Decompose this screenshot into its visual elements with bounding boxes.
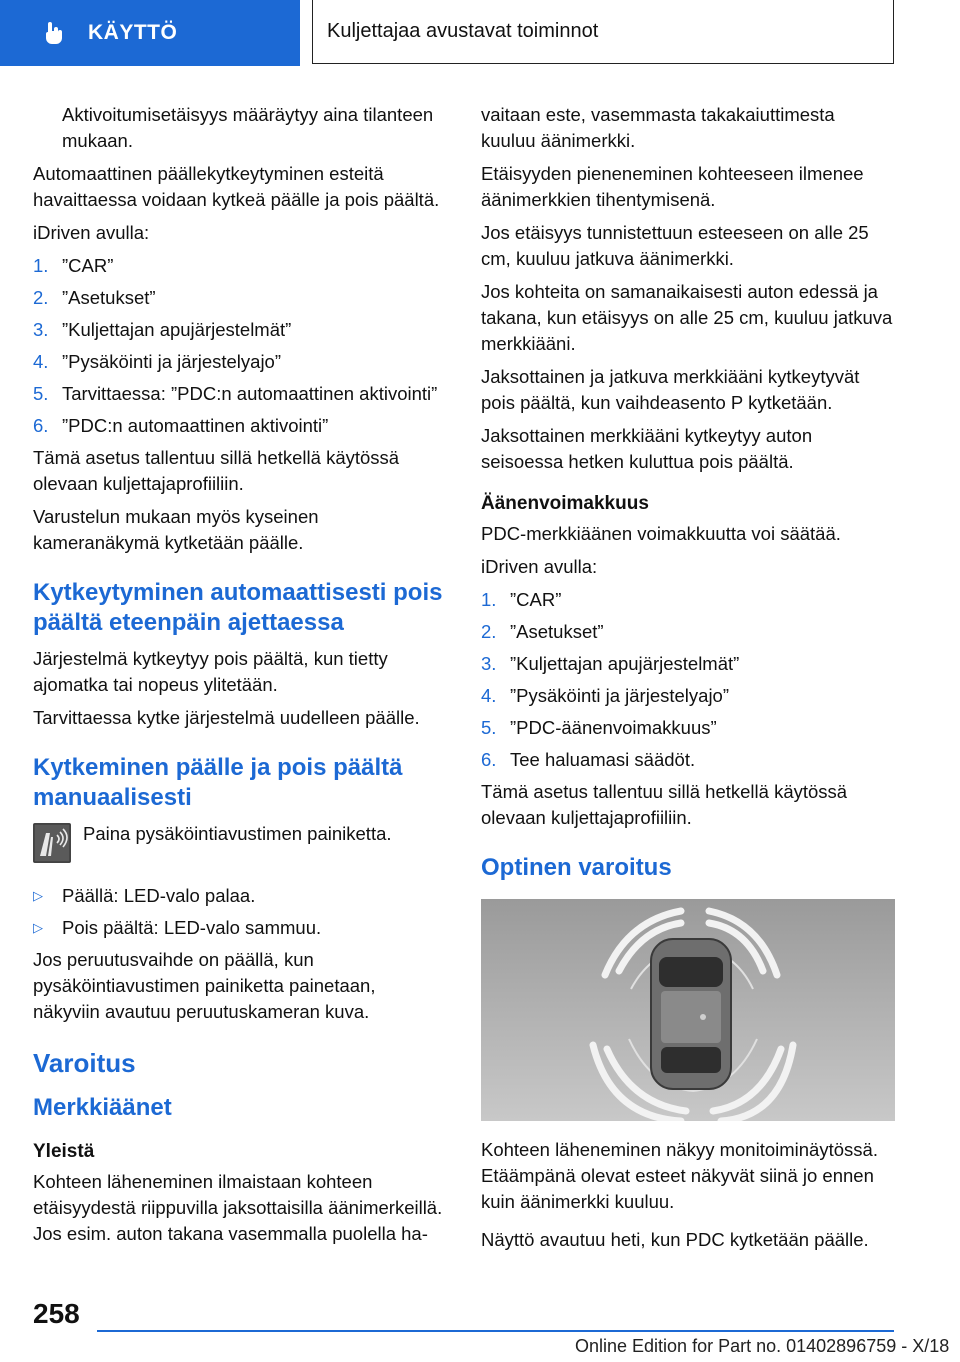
paragraph: PDC-merkkiäänen voimakkuutta voi säätää. <box>481 523 841 544</box>
list-item <box>33 349 445 375</box>
paragraph: Järjestelmä kytkeytyy pois päältä, kun tietty ajomatka tai nopeus ylitetään. <box>33 648 388 695</box>
heading-auto-off: Kytkeytyminen automaattisesti pois päältä eteenpäin ajettaessa <box>33 579 443 636</box>
list-item <box>481 619 893 645</box>
heading-warning: Varoitus <box>33 1048 136 1078</box>
step-number: 1. <box>33 255 49 276</box>
step-text: ”Asetukset” <box>62 287 156 308</box>
step-number: 2. <box>33 287 49 308</box>
edition-info: Online Edition for Part no. 01402896759 - X/18 <box>575 1336 950 1356</box>
car-top-view-illustration <box>481 899 895 1121</box>
list-item <box>33 413 445 439</box>
intro-text: Aktivoitumisetäisyys määräytyy aina tilanteen mukaan. <box>62 104 434 151</box>
heading-signals: Merkkiäänet <box>33 1094 172 1121</box>
step-list <box>481 587 893 773</box>
right-column <box>481 102 893 1260</box>
list-item <box>481 747 893 773</box>
left-column <box>33 102 445 1254</box>
list-item <box>33 915 445 941</box>
parking-sensor-button-icon <box>33 823 71 863</box>
page-number: 258 <box>33 1298 80 1329</box>
bullet-list <box>33 883 445 941</box>
list-item <box>481 683 893 709</box>
paragraph: Automaattinen päällekytkeytyminen esteitä havaittaessa voidaan kytkeä päälle ja pois päältä. <box>33 163 440 210</box>
paragraph: Jaksottainen ja jatkuva merkkiääni kytkeytyvät pois päältä, kun vaihdeasento P kytketään. <box>481 366 860 413</box>
step-list <box>33 253 445 439</box>
paragraph: Varustelun mukaan myös kyseinen kameranäkymä kytketään päälle. <box>33 506 319 553</box>
heading-general: Yleistä <box>33 1141 95 1162</box>
heading-optical: Optinen varoitus <box>481 854 672 881</box>
step-text: ”CAR” <box>510 589 562 610</box>
step-text: Tee haluamasi säädöt. <box>510 749 696 770</box>
step-number: 5. <box>481 717 497 738</box>
button-text: Paina pysäköintiavustimen painiketta. <box>83 823 392 844</box>
page-header <box>0 0 960 66</box>
paragraph: iDriven avulla: <box>33 222 150 243</box>
paragraph: Tämä asetus tallentuu sillä hetkellä käytössä olevaan kuljettajaprofiiliin. <box>481 781 848 828</box>
list-item <box>33 883 445 909</box>
step-number: 5. <box>33 383 49 404</box>
list-item <box>33 253 445 279</box>
paragraph: iDriven avulla: <box>481 556 598 577</box>
step-number: 4. <box>481 685 497 706</box>
step-number: 1. <box>481 589 497 610</box>
paragraph: Kohteen läheneminen näkyy monitoiminäytössä. Etäämpänä olevat esteet näkyvät siinä jo ennen kuin äänimerkki kuuluu. <box>481 1139 878 1212</box>
footer-divider <box>97 1330 894 1332</box>
section-label: KÄYTTÖ <box>88 21 178 44</box>
step-number: 2. <box>481 621 497 642</box>
step-number: 3. <box>33 319 49 340</box>
paragraph: vaitaan este, vasemmasta takakaiuttimesta kuuluu äänimerkki. <box>481 104 835 151</box>
section-tab <box>0 0 300 66</box>
paragraph: Näyttö avautuu heti, kun PDC kytketään päälle. <box>481 1229 869 1250</box>
step-text: ”PDC:n automaattinen aktivointi” <box>62 415 329 436</box>
heading-volume: Äänenvoimakkuus <box>481 493 649 514</box>
bullet-text: Pois päältä: LED-valo sammuu. <box>62 917 322 938</box>
step-text: ”Pysäköinti ja järjestelyajo” <box>62 351 282 372</box>
list-item <box>481 651 893 677</box>
paragraph: Etäisyyden pieneneminen kohteeseen ilmenee äänimerkkien tihentymisenä. <box>481 163 864 210</box>
heading-manual: Kytkeminen päälle ja pois päältä manuaalisesti <box>33 754 403 811</box>
triangle-bullet-icon: ▷ <box>33 920 43 935</box>
list-item <box>481 715 893 741</box>
step-number: 4. <box>33 351 49 372</box>
button-instruction <box>33 821 445 863</box>
step-text: ”Pysäköinti ja järjestelyajo” <box>510 685 730 706</box>
step-text: Tarvittaessa: ”PDC:n automaattinen aktivointi” <box>62 383 438 404</box>
paragraph: Jos etäisyys tunnistettuun esteeseen on alle 25 cm, kuuluu jatkuva äänimerkki. <box>481 222 869 269</box>
paragraph: Tämä asetus tallentuu sillä hetkellä käytössä olevaan kuljettajaprofiiliin. <box>33 447 400 494</box>
step-text: ”Kuljettajan apujärjestelmät” <box>510 653 740 674</box>
paragraph: Tarvittaessa kytke järjestelmä uudelleen päälle. <box>33 707 420 728</box>
paragraph: Jos kohteita on samanaikaisesti auton edessä ja takana, kun etäisyys on alle 25 cm, kuuluu jatkuva merkkiääni. <box>481 281 893 354</box>
step-number: 6. <box>481 749 497 770</box>
step-number: 3. <box>481 653 497 674</box>
paragraph: Jaksottainen merkkiääni kytkeytyy auton seisoessa hetken kuluttua pois päältä. <box>481 425 813 472</box>
step-text: ”CAR” <box>62 255 114 276</box>
triangle-bullet-icon: ▷ <box>33 888 43 903</box>
bullet-text: Päällä: LED-valo palaa. <box>62 885 256 906</box>
list-item <box>33 317 445 343</box>
list-item <box>33 285 445 311</box>
paragraph: Kohteen läheneminen ilmaistaan kohteen etäisyydestä riippuvilla jaksottaisilla äänimerkeillä. Jos esim. auton takana vasemmalla puolella ha- <box>33 1171 443 1244</box>
step-text: ”PDC-äänenvoimakkuus” <box>510 717 717 738</box>
hand-pointer-icon <box>40 20 66 46</box>
chapter-title: Kuljettajaa avustavat toiminnot <box>312 0 894 64</box>
paragraph: Jos peruutusvaihde on päällä, kun pysäköintiavustimen painiketta painetaan, näkyviin avautuu peruutuskameran kuva. <box>33 949 376 1022</box>
step-number: 6. <box>33 415 49 436</box>
list-item <box>481 587 893 613</box>
step-text: ”Asetukset” <box>510 621 604 642</box>
list-item <box>33 381 445 407</box>
pdc-display-image <box>481 899 895 1121</box>
step-text: ”Kuljettajan apujärjestelmät” <box>62 319 292 340</box>
